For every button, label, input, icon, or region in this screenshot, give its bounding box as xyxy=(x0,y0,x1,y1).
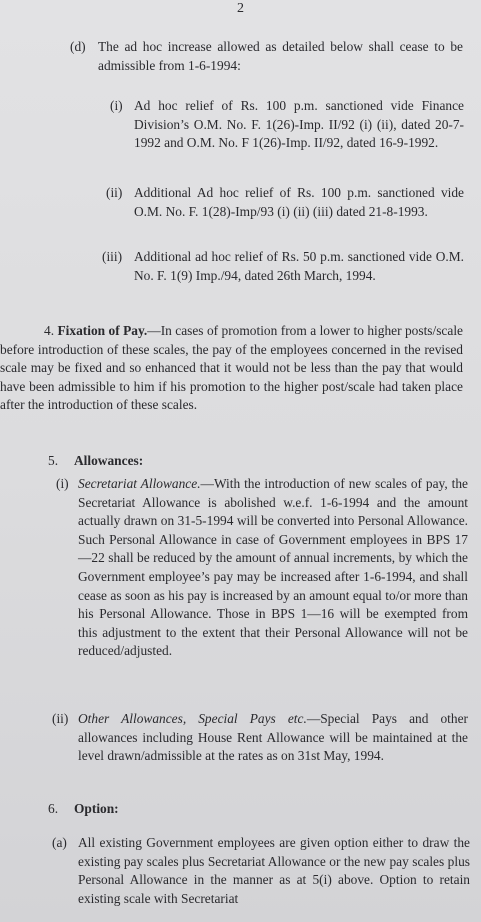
para-5-item-title: Other Allowances, Special Pays etc. xyxy=(78,711,307,726)
para-6-heading: Option: xyxy=(74,801,119,816)
para-5-item xyxy=(78,710,468,766)
para-5-item-label: (i) xyxy=(56,476,69,491)
para-5-item-title: Secretariat Allowance. xyxy=(78,476,201,491)
para-d-item-text: Additional Ad hoc relief of Rs. 100 p.m. sanctioned vide O.M. No. F. 1(28)-Imp/93 (i) (ii) (iii) dated 21-8-1993. xyxy=(134,185,464,219)
para-d-item-label: (iii) xyxy=(102,249,123,264)
para-4-text: —In cases of promotion from a lower to higher posts/scale before introduction of these scales, the pay of the employees concerned in the revised scale may be fixed and so enhanced that it would not be less than the pay that would have been admissible to him if his promotion to the higher post/scale had taken place after the introduction of these scales. xyxy=(0,323,463,413)
para-5-item xyxy=(78,475,468,661)
para-4-number: 4. xyxy=(44,323,55,338)
para-d-item-label: (i) xyxy=(110,98,123,113)
para-5-number: 5. xyxy=(48,453,59,468)
para-5-item-label: (ii) xyxy=(52,711,69,726)
para-d-label: (d) xyxy=(70,39,86,54)
para-d-text: The ad hoc increase allowed as detailed below shall cease to be admissible from 1-6-1994: xyxy=(98,39,463,73)
page-number: 2 xyxy=(237,1,244,16)
para-5-item-text: —Special Pays and other allowances including House Rent Allowance will be maintained at the level drawn/admissible at the rates as on 31st May, 1994. xyxy=(78,711,469,764)
para-4 xyxy=(0,322,463,415)
para-d-item-text: Additional ad hoc relief of Rs. 50 p.m. sanctioned vide O.M. No. F. 1(9) Imp./94, dated 26th March, 1994. xyxy=(134,249,464,283)
para-5-heading: Allowances: xyxy=(74,453,144,468)
para-d-item-text: Ad hoc relief of Rs. 100 p.m. sanctioned vide Finance Division’s O.M. No. F. 1(26)-Imp. II/92 (i) (ii), dated 20-7-1992 and O.M. No. F 1(26)-Imp. II/92, dated 16-9-1992. xyxy=(134,98,464,151)
para-d-item-label: (ii) xyxy=(106,185,123,200)
para-4-heading: Fixation of Pay. xyxy=(57,323,148,338)
para-6-item-text: All existing Government employees are given option either to draw the existing pay scales plus Secretariat Allowance or the new pay scales plus Personal Allowance in the manner as at 5(i) above. Option to retain existing scale with Secretariat xyxy=(78,835,470,906)
para-6-item-label: (a) xyxy=(52,835,67,850)
para-5-item-text: —With the introduction of new scales of pay, the Secretariat Allowance is abolished w.e.f. 1-6-1994 and the amount actually drawn on 31-5-1994 will be converted into Personal Allowance. Such Personal Allowance in case of Government employees in BPS 17—22 shall be reduced by the amount of annual increments, by which the Government employee’s pay may be increased after 1-6-1994, and shall cease as soon as his pay is increased by an amount equal to/or more than his Personal Allowance. Those in BPS 1—16 will be exempted from this adjustment to the extent that their Personal Allowance will not be reduced/adjusted. xyxy=(78,476,468,659)
para-6-number: 6. xyxy=(48,801,59,816)
